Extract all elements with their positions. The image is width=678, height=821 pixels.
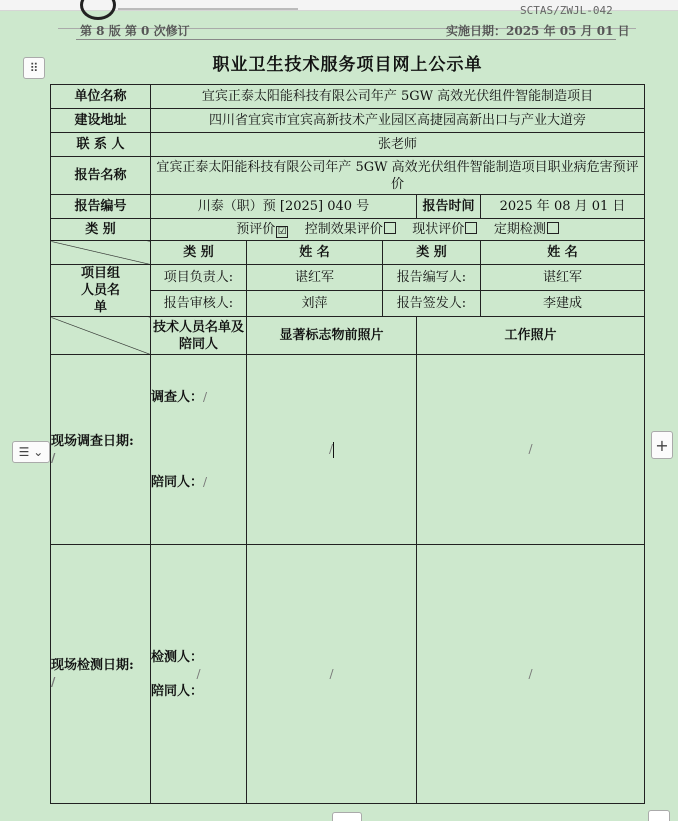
diagonal-cell <box>51 317 151 355</box>
page-tab-handle[interactable] <box>648 810 670 821</box>
report-time-label: 报告时间 <box>417 195 481 219</box>
team-name-writer[interactable]: 谌红军 <box>481 265 645 291</box>
detect-date-label: 现场检测日期: <box>51 658 134 673</box>
contact-label: 联 系 人 <box>51 133 151 157</box>
survey-work-photo[interactable]: / <box>417 355 645 545</box>
detect-work-photo[interactable]: / <box>417 545 645 804</box>
investigator-value[interactable]: / <box>203 390 208 404</box>
team-col-name2: 姓 名 <box>481 241 645 265</box>
team-role-reviewer: 报告审核人: <box>151 291 247 317</box>
team-name-reviewer[interactable]: 刘萍 <box>247 291 383 317</box>
contact-value[interactable]: 张老师 <box>151 133 645 157</box>
companion2-label: 陪同人： <box>151 683 204 699</box>
disclosure-form-table <box>50 84 645 804</box>
team-name-issuer[interactable]: 李建成 <box>481 291 645 317</box>
text-cursor <box>333 442 334 458</box>
photo-col-staff: 技术人员名单及陪同人 <box>151 317 247 355</box>
checkbox-checked-icon[interactable]: ☑ <box>277 226 287 237</box>
survey-landmark-photo[interactable]: / <box>247 355 417 545</box>
table-options-icon[interactable]: ☰ ⌄ <box>12 441 50 463</box>
checkbox-icon[interactable] <box>547 222 559 234</box>
detect-staff-cell[interactable] <box>151 545 247 804</box>
team-col-category: 类 别 <box>151 241 247 265</box>
category-label: 类 别 <box>51 219 151 241</box>
diagonal-cell <box>51 241 151 265</box>
page-tab-handle[interactable] <box>332 812 362 821</box>
edition-text: 第 8 版 第 0 次修订 <box>80 24 190 38</box>
report-time-value[interactable]: 2025 年 08 月 01 日 <box>481 195 645 219</box>
report-no-value[interactable]: 川泰（职）预 [2025] 040 号 <box>151 195 417 219</box>
address-label: 建设地址 <box>51 109 151 133</box>
detect-date-cell <box>51 545 151 804</box>
team-label: 项目组人员名单 <box>51 265 151 317</box>
report-no-label: 报告编号 <box>51 195 151 219</box>
photo-col-work: 工作照片 <box>417 317 645 355</box>
option-control-effect[interactable]: 控制效果评价 <box>305 222 396 237</box>
survey-date-value[interactable]: / <box>51 450 56 465</box>
survey-staff-cell[interactable] <box>151 355 247 545</box>
detect-landmark-photo[interactable]: / <box>247 545 417 804</box>
team-role-leader: 项目负责人: <box>151 265 247 291</box>
address-value[interactable]: 四川省宜宾市宜宾高新技术产业园区高捷园高新出口与产业大道旁 <box>151 109 645 133</box>
team-role-writer: 报告编写人: <box>383 265 481 291</box>
detect-date-value[interactable]: / <box>51 675 56 689</box>
plus-icon[interactable]: + <box>651 431 673 459</box>
team-col-name: 姓 名 <box>247 241 383 265</box>
investigator-label: 调查人： <box>151 390 204 405</box>
option-status-evaluation[interactable]: 现状评价 <box>412 222 477 237</box>
survey-date-label: 现场调查日期: <box>51 433 134 449</box>
photo-col-landmark: 显著标志物前照片 <box>247 317 417 355</box>
team-col-category2: 类 别 <box>383 241 481 265</box>
option-periodic-detection[interactable]: 定期检测 <box>494 222 559 237</box>
move-handle-icon[interactable]: ⠿ <box>23 57 45 79</box>
header-divider <box>76 39 616 40</box>
implementation-date: 实施日期：2025 年 05 月 01 日 <box>446 24 630 38</box>
option-pre-evaluation[interactable]: 预评价 ☑ <box>236 222 287 237</box>
detector-value[interactable]: / <box>196 666 201 681</box>
team-role-issuer: 报告签发人: <box>383 291 481 317</box>
category-options <box>151 219 645 241</box>
unit-name-label: 单位名称 <box>51 85 151 109</box>
report-name-value[interactable]: 宜宾正泰太阳能科技有限公司年产 5GW 高效光伏组件智能制造项目职业病危害预评价 <box>151 157 645 195</box>
company-logo-icon <box>80 0 116 20</box>
detector-label: 检测人： <box>151 649 204 665</box>
checkbox-icon[interactable] <box>465 222 477 234</box>
document-code: SCTAS/ZWJL-042 <box>520 4 613 17</box>
report-name-label: 报告名称 <box>51 157 151 195</box>
companion-label: 陪同人： <box>151 475 204 490</box>
companion-value[interactable]: / <box>203 475 208 489</box>
checkbox-icon[interactable] <box>384 222 396 234</box>
page-title: 职业卫生技术服务项目网上公示单 <box>212 55 483 75</box>
survey-date-cell <box>51 355 151 545</box>
team-name-leader[interactable]: 谌红军 <box>247 265 383 291</box>
unit-name-value[interactable]: 宜宾正泰太阳能科技有限公司年产 5GW 高效光伏组件智能制造项目 <box>151 85 645 109</box>
logo-underline <box>118 8 298 10</box>
